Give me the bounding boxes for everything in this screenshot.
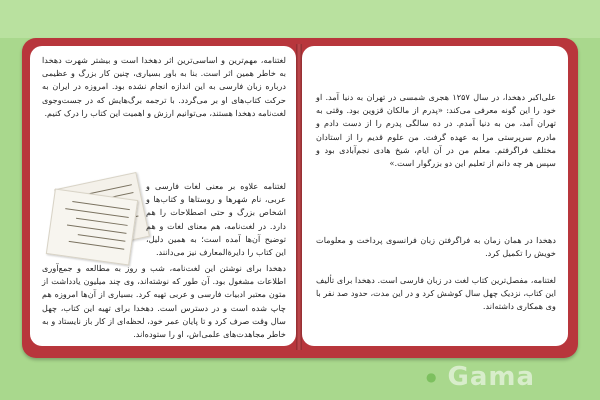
- left-paragraph-2: لغتنامه علاوه بر معنی لغات فارسی و عربی، نام شهرها و روستاها و کتاب‌ها و اشخاص بزرگ و حتی اصطلاحات را هم دارد. در لغت‌نامه، هم معنای لغات و هم توضیح آن‌ها آمده است؛ به همین دلیل، این کتاب را دایرة‌المعارف نیز می‌دانند.: [146, 181, 286, 258]
- right-paragraph-1: علی‌اکبر دهخدا، در سال ۱۲۵۷ هجری شمسی در تهران به دنیا آمد. او خود را این گونه معرفی می‌کند: «پدرم از مالکان قزوین بود. وقتی به تهران آمد، من به دنیا آمدم. در ده سالگی پدرم را از دست دادم و مادرم سرپرستی مرا به عهده گرفت. من علوم قدیم را از استادان مختلف فراگرفتم. معلم من در آن ایام، شیخ هادی نجم‌آبادی بود و سپس هر چه دانم از تعلیم این دو بزرگوار است.»: [316, 92, 556, 169]
- logo-dot-icon: ●: [426, 370, 438, 384]
- watermark-text: Gama: [447, 362, 536, 392]
- left-page: [30, 46, 296, 346]
- gama-logo-watermark: [426, 362, 576, 392]
- background-stripe: [0, 0, 600, 38]
- right-paragraph-3: لغتنامه، مفصل‌ترین کتاب لغت در زبان فارسی است. دهخدا برای تألیف این کتاب، نزدیک چهل سال کوشش کرد و در این مدت، حدود صد نفر با وی همکاری داشته‌اند.: [316, 275, 556, 312]
- left-paragraph-3: دهخدا برای نوشتن این لغت‌نامه، شب و روز به مطالعه و جمع‌آوری اطلاعات مشغول بود. آن طور که نوشته‌اند، وی چند میلیون یادداشت از متون معتبر ادبیات فارسی و عربی تهیه کرد. بسیاری از آن‌ها امروزه هم چاپ شده است و در دسترس است. دهخدا برای تهیه این کتاب، چهل سال وقت صرف کرد و تا پایان عمر خود، لحظه‌ای از کار باز نایستاد و به خاطر مجاهدت‌های علمی‌اش، او را ستوده‌اند.: [42, 263, 286, 340]
- right-paragraph-2: دهخدا در همان زمان به فراگرفتن زبان فرانسوی پرداخت و معلومات خویش را تکمیل کرد.: [316, 235, 556, 259]
- manuscript-illustration: [42, 174, 152, 268]
- left-paragraph-1: لغتنامه، مهم‌ترین و اساسی‌ترین اثر دهخدا است و بیشتر شهرت دهخدا به خاطر همین اثر است. بنا به باور بسیاری، چنین کار بزرگ و عظیمی درباره زبان فارسی به این اندازه انجام نشده بود. امروزه در ایران به حرکت کتاب‌های او بر می‌گردد. با ترجمه برگ‌هایش که در جست‌وجوی لغت‌نامه دهخدا هستند، می‌توانیم ارزش و اهمیت این کتاب را درک کنیم.: [42, 55, 286, 118]
- open-book: [22, 38, 578, 358]
- manuscript-sheet-front: [46, 188, 138, 265]
- right-page: [302, 46, 568, 346]
